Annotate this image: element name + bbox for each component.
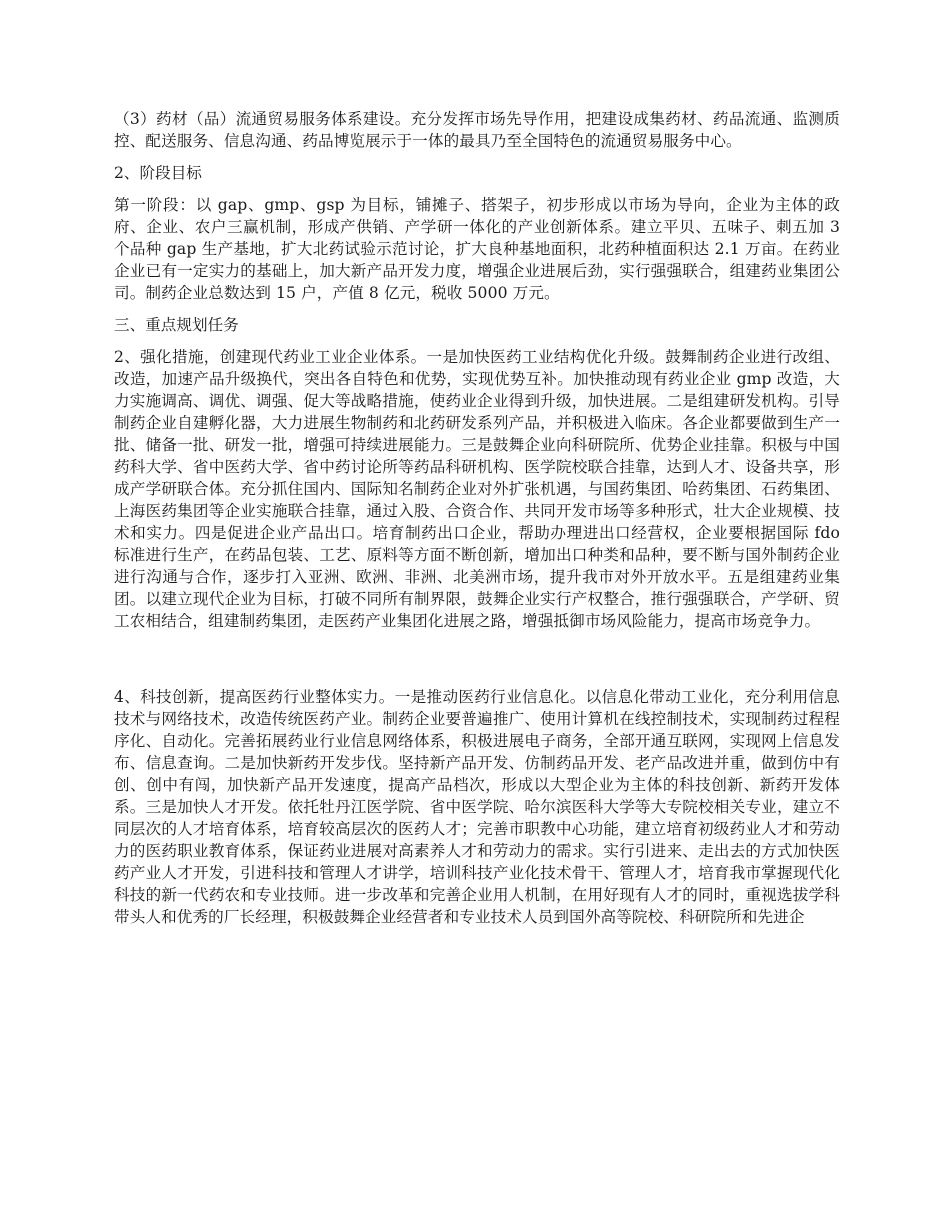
paragraph-first-stage: 第一阶段：以 gap、gmp、gsp 为目标，铺摊子、搭架子，初步形成以市场为导向，企业为主体的政府、企业、农户三赢机制，形成产供销、产学研一体化的产业创新体系。建立平贝、五味子、刺五加 3 个品种 gap 生产基地，扩大北药试验示范讨论，扩大良种基地面积，北药种植面积达 2.1 万亩。在药业企业已有一定实力的基础上，加大新产品开发力度，增强企业进展后劲，实行强强联合，组建药业集团公司。制药企业总数达到 15 户，产值 8 亿元，税收 5000 万元。 (114, 196, 840, 302)
section-gap (114, 642, 840, 686)
paragraph-tech-innovation: 4、科技创新，提高医药行业整体实力。一是推动医药行业信息化。以信息化带动工业化，充分利用信息技术与网络技术，改造传统医药产业。制药企业要普遍推广、使用计算机在线控制技术，实现制药过程程序化、自动化。完善拓展药业行业信息网络体系，积极进展电子商务，全部开通互联网，实现网上信息发布、信息查询。二是加快新药开发步伐。坚持新产品开发、仿制药品开发、老产品改进并重，做到仿中有创、创中有闯，加快新产品开发速度，提高产品档次，形成以大型企业为主体的科技创新、新药开发体系。三是加快人才开发。依托牡丹江医学院、省中医学院、哈尔滨医科大学等大专院校相关专业，建立不同层次的人才培育体系，培育较高层次的医药人才；完善市职教中心功能，建立培育初级药业人才和劳动力的医药职业教育体系，保证药业进展对高素养人才和劳动力的需求。实行引进来、走出去的方式加快医药产业人才开发，引进科技和管理人才讲学，培训科技产业化技术骨干、管理人才，培育我市掌握现代化科技的新一代药农和专业技师。进一步改革和完善企业用人机制，在用好现有人才的同时，重视选拔学科带头人和优秀的厂长经理，积极鼓舞企业经营者和专业技术人员到国外高等院校、科研院所和先进企 (114, 688, 840, 926)
document-page (114, 108, 840, 938)
paragraph-distribution-system: （3）药材（品）流通贸易服务体系建设。充分发挥市场先导作用，把建设成集药材、药品流通、监测质控、配送服务、信息沟通、药品博览展示于一体的最具乃至全国特色的流通贸易服务中心。 (114, 110, 840, 150)
paragraph-industry-system: 2、强化措施，创建现代药业工业企业体系。一是加快医药工业结构优化升级。鼓舞制药企业进行改组、改造，加速产品升级换代，突出各自特色和优势，实现优势互补。加快推动现有药业企业 gmp 改造，大力实施调高、调优、调强、促大等战略措施，使药业企业得到升级，加快进展。二是组建研发机构。引导制药企业自建孵化器，大力进展生物制药和北药研发系列产品，并积极进入临床。各企业都要做到生产一批、储备一批、研发一批，增强可持续进展能力。三是鼓舞企业向科研院所、优势企业挂靠。积极与中国药科大学、省中医药大学、省中药讨论所等药品科研机构、医学院校联合挂靠，达到人才、设备共享，形成产学研联合体。充分抓住国内、国际知名制药企业对外扩张机遇，与国药集团、哈药集团、石药集团、上海医药集团等企业实施联合挂靠，通过入股、合资合作、共同开发市场等多种形式，壮大企业规模、技术和实力。四是促进企业产品出口。培育制药出口企业，帮助办理进出口经营权，企业要根据国际 fdo 标准进行生产，在药品包装、工艺、原料等方面不断创新，增加出口种类和品种，要不断与国外制药企业进行沟通与合作，逐步打入亚洲、欧洲、非洲、北美洲市场，提升我市对外开放水平。五是组建药业集团。以建立现代企业为目标，打破不同所有制界限，鼓舞企业实行产权整合，推行强强联合，产学研、贸工农相结合，组建制药集团，走医药产业集团化进展之路，增强抵御市场风险能力，提高市场竞争力。 (114, 348, 840, 630)
heading-stage-goals: 2、阶段目标 (114, 164, 202, 182)
heading-key-tasks: 三、重点规划任务 (114, 316, 239, 334)
